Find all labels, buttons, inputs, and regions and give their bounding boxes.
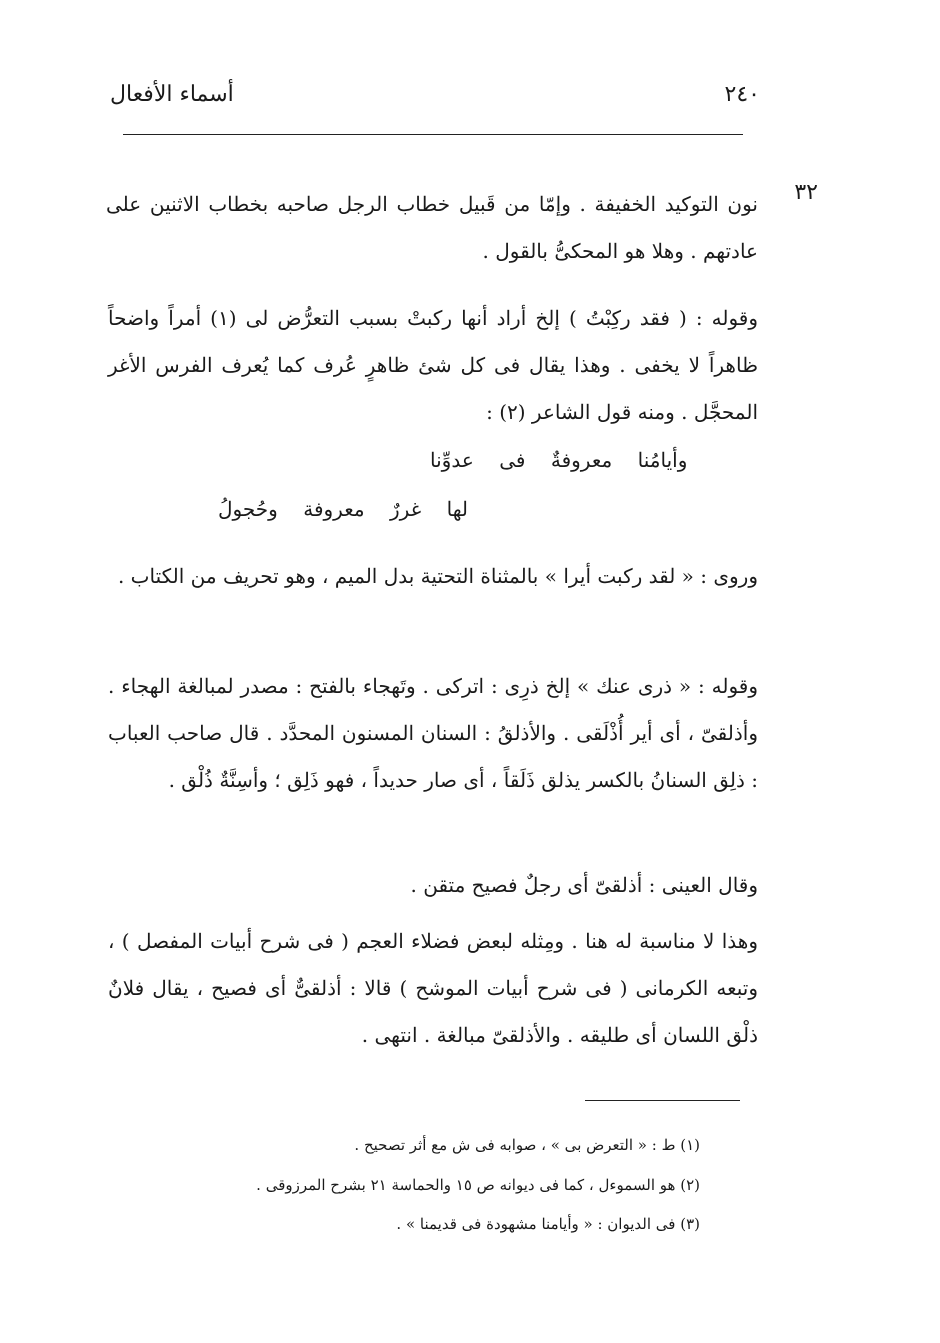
header-rule [123, 134, 743, 135]
paragraph-2: وقوله : ( فقد ركِبْتُ ) إلخ أراد أنها ركبتْ بسبب التعرُّض لى (١) أمراً واضحاً ظاهراً لا يخفى . وهذا يقال فى كل شئ ظاهرٍ عُرف كما يُعرف الفرس الأغر المحجَّل . ومنه قول الشاعر (٢) : [108, 306, 758, 424]
footnote-3: (٣) فى الديوان : « وأيامنا مشهودة فى قديمنا » . [396, 1215, 700, 1233]
running-title: أسماء الأفعال [110, 82, 234, 107]
verse-word: معروفة [303, 497, 365, 521]
verse-word: عدوِّنا [430, 448, 474, 472]
paragraph-6: وهذا لا مناسبة له هنا . ومِثله لبعض فضلاء العجم ( فى شرح أبيات المفصل ) ، وتبعه الكرمانى ( فى شرح أبيات الموشح ) قالا : أذلقىٌّ أى فصيح ، يقال فلانٌ ذلْق اللسان أى طليقه . والأذلقىّ مبالغة . انتهى . [108, 929, 758, 1047]
verse-word: فى [499, 448, 526, 472]
verse-word: معروفةٌ [550, 448, 613, 472]
item-number: ٣٢ [794, 180, 818, 205]
footnote-2: (٢) هو السموءل ، كما فى ديوانه ص ١٥ والحماسة ٢١ بشرح المرزوقى . [256, 1176, 700, 1194]
verse-line-1 [430, 448, 687, 472]
verse-word: لها [446, 497, 469, 521]
paragraph-4: وقوله : « ذرى عنك » إلخ ذرِى : اتركى . وتَهجاء بالفتح : مصدر لمبالغة الهجاء . وأذلقىّ ، أى أير أُذْلَقى . والأذلقُ : السنان المسنون المحدَّد . قال صاحب العباب : ذلِق السنانُ بالكسر يذلق ذَلَقاً ، أى صار حديداً ، فهو ذَلِق ؛ وأسِنَّةٌ ذُلْق . [108, 674, 758, 792]
paragraph-1: نون التوكيد الخفيفة . وإمّا من قَبيل خطاب الرجل صاحبه بخطاب الاثنين على عادتهم . وهلا هو المحكىُّ بالقول . [106, 192, 758, 263]
page-number: ٢٤٠ [724, 82, 760, 107]
verse-word: غررٌ [390, 497, 422, 521]
verse-word: وحُجولُ [218, 497, 278, 521]
verse-word: وأيامُنا [637, 448, 688, 472]
paragraph-5: وقال العينى : أذلقىّ أى رجلٌ فصيح متقن . [410, 873, 758, 897]
footnote-rule [585, 1100, 740, 1101]
verse-line-2 [218, 497, 468, 521]
paragraph-3: وروى : « لقد ركبت أيرا » بالمثناة التحتية بدل الميم ، وهو تحريف من الكتاب . [117, 564, 758, 588]
footnote-1: (١) ط : « التعرض بى » ، صوابه فى ش مع أثر تصحيح . [354, 1136, 700, 1154]
